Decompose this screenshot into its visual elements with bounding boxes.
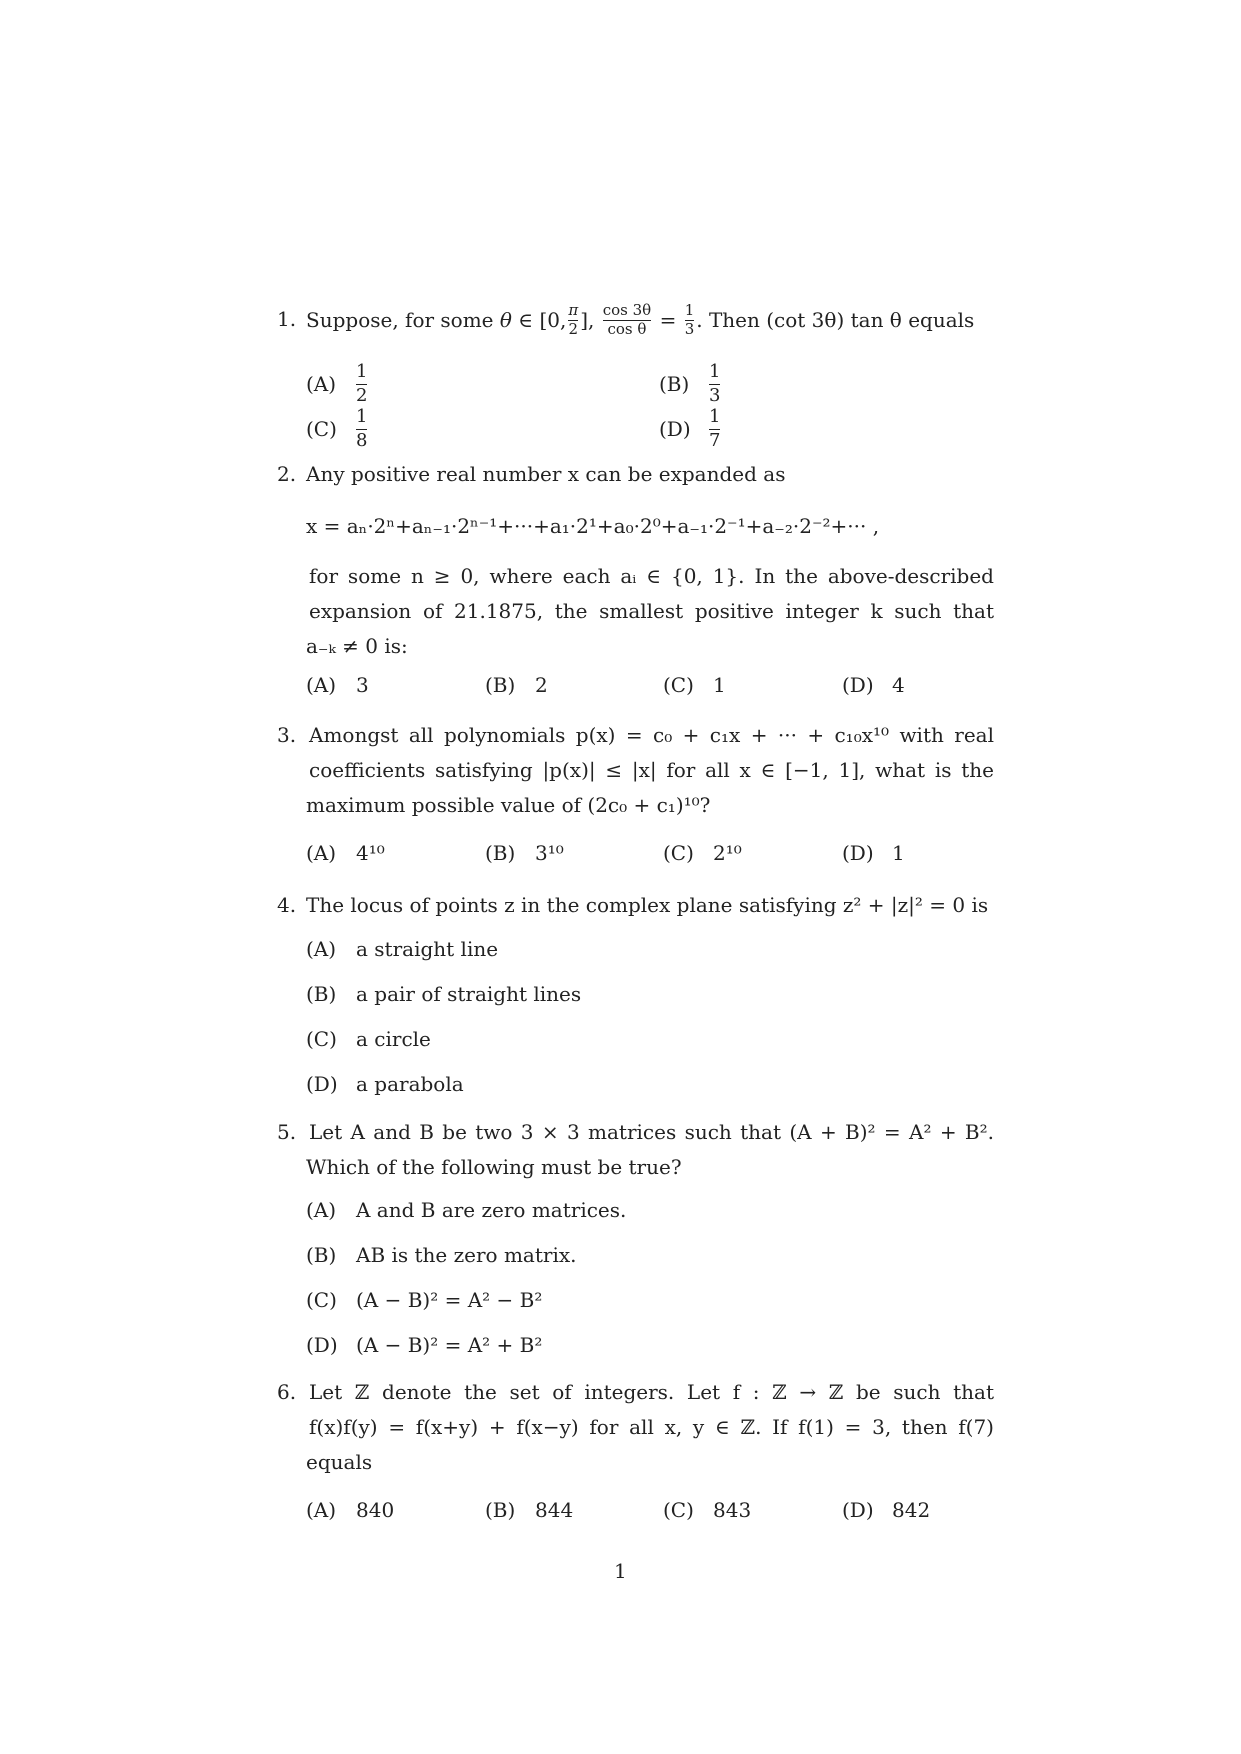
q4-option-a[interactable] [306, 939, 498, 959]
option-value: A and B are zero matrices. [356, 1198, 627, 1222]
q6-line3: equals [306, 1450, 373, 1474]
q4-line1: The locus of points z in the complex plane satisfying z² + |z|² = 0 is [306, 893, 989, 917]
frac-den: 7 [709, 429, 721, 451]
option-value: a circle [356, 1027, 431, 1051]
option-label: (C) [306, 1288, 337, 1312]
q1-three: 3 [684, 319, 695, 338]
frac-den: 8 [356, 429, 368, 451]
q1-text-a: Suppose, for some [306, 308, 494, 332]
option-label: (B) [306, 982, 337, 1006]
q1-two: 2 [568, 319, 579, 338]
frac-num: 1 [356, 406, 368, 427]
q3-line1: Amongst all polynomials p(x) = c₀ + c₁x + ··· + c₁₀x¹⁰ with real [309, 723, 994, 747]
q6-line1: Let ℤ denote the set of integers. Let f : ℤ → ℤ be such that [309, 1380, 994, 1404]
q5-option-d[interactable] [306, 1335, 542, 1355]
q1-option-b[interactable] [659, 363, 720, 406]
q6-line2: f(x)f(y) = f(x+y) + f(x−y) for all x, y ∈ ℤ. If f(1) = 3, then f(7) [309, 1415, 994, 1439]
q1-in: ∈ [0, [518, 308, 567, 332]
option-label: (D) [842, 1498, 874, 1522]
q3-option-a[interactable] [306, 843, 385, 863]
q2-formula: x = aₙ·2ⁿ+aₙ₋₁·2ⁿ⁻¹+···+a₁·2¹+a₀·2⁰+a₋₁·2⁻¹+a₋₂·2⁻²+··· , [306, 516, 880, 536]
q5-option-a[interactable] [306, 1200, 626, 1220]
frac-num: 1 [709, 361, 721, 382]
option-fraction [356, 408, 367, 451]
q1-theta: θ [499, 308, 512, 332]
option-value: 2 [535, 673, 548, 697]
q1-option-d[interactable] [659, 408, 720, 451]
q1-cos: cos θ [607, 319, 647, 338]
option-label: (B) [485, 673, 516, 697]
option-value: 842 [892, 1498, 931, 1522]
q6-option-b[interactable] [485, 1500, 573, 1520]
q2-line3: expansion of 21.1875, the smallest positive integer k such that [309, 599, 994, 623]
option-label: (D) [306, 1072, 338, 1096]
option-label: (D) [659, 417, 691, 442]
q2-option-d[interactable] [842, 675, 905, 695]
q2-line1: Any positive real number x can be expanded as [306, 462, 786, 486]
q1-number: 1. [277, 307, 297, 331]
q4-option-c[interactable] [306, 1029, 431, 1049]
q1-text-b: . Then (cot 3θ) tan θ equals [696, 308, 975, 332]
q1-stem [306, 300, 974, 340]
option-label: (A) [306, 937, 337, 961]
q5-line1: Let A and B be two 3 × 3 matrices such that (A + B)² = A² + B². [309, 1120, 994, 1144]
q1-option-a[interactable] [306, 363, 367, 406]
option-label: (B) [659, 372, 690, 397]
option-label: (B) [485, 841, 516, 865]
option-label: (C) [663, 841, 694, 865]
q4-option-b[interactable] [306, 984, 581, 1004]
option-fraction [709, 363, 720, 406]
option-label: (A) [306, 1498, 337, 1522]
option-label: (C) [306, 417, 337, 442]
q6-option-d[interactable] [842, 1500, 930, 1520]
q2-line4: a₋ₖ ≠ 0 is: [306, 634, 408, 658]
q5-line2: Which of the following must be true? [306, 1155, 682, 1179]
q3-line2: coefficients satisfying |p(x)| ≤ |x| for all x ∈ [−1, 1], what is the [309, 758, 994, 782]
option-fraction [356, 363, 367, 406]
page-number: 1 [614, 1559, 627, 1583]
q6-number: 6. [277, 1380, 297, 1404]
q1-cos-ratio [602, 300, 652, 338]
option-label: (A) [306, 1198, 337, 1222]
q4-option-d[interactable] [306, 1074, 464, 1094]
q5-option-c[interactable] [306, 1290, 542, 1310]
q1-cos3: cos 3θ [602, 300, 652, 319]
option-label: (C) [663, 1498, 694, 1522]
option-value: a parabola [356, 1072, 464, 1096]
q1-option-c[interactable] [306, 408, 367, 451]
option-value: 2¹⁰ [713, 841, 742, 865]
q2-line2: for some n ≥ 0, where each aᵢ ∈ {0, 1}. In the above-described [309, 564, 994, 588]
option-value: 4¹⁰ [356, 841, 385, 865]
option-value: 843 [713, 1498, 752, 1522]
option-value: 1 [892, 841, 905, 865]
option-label: (C) [306, 1027, 337, 1051]
frac-num: 1 [709, 406, 721, 427]
option-label: (A) [306, 673, 337, 697]
option-value: 840 [356, 1498, 395, 1522]
option-value: 1 [713, 673, 726, 697]
option-value: 3¹⁰ [535, 841, 564, 865]
option-label: (A) [306, 841, 337, 865]
option-fraction [709, 408, 720, 451]
option-value: a straight line [356, 937, 499, 961]
option-label: (D) [306, 1333, 338, 1357]
frac-den: 2 [356, 384, 368, 406]
q1-close: ], [580, 308, 595, 332]
option-value: 4 [892, 673, 905, 697]
q5-number: 5. [277, 1120, 297, 1144]
frac-den: 3 [709, 384, 721, 406]
option-value: (A − B)² = A² − B² [356, 1288, 543, 1312]
q4-number: 4. [277, 893, 297, 917]
q1-pi-over-2 [568, 300, 579, 338]
q2-number: 2. [277, 462, 297, 486]
q3-option-c[interactable] [663, 843, 742, 863]
q6-option-a[interactable] [306, 1500, 394, 1520]
q2-option-b[interactable] [485, 675, 548, 695]
q3-option-b[interactable] [485, 843, 564, 863]
option-label: (C) [663, 673, 694, 697]
frac-num: 1 [356, 361, 368, 382]
option-value: 3 [356, 673, 369, 697]
option-label: (D) [842, 841, 874, 865]
option-label: (B) [485, 1498, 516, 1522]
q3-line3: maximum possible value of (2c₀ + c₁)¹⁰? [306, 793, 711, 817]
q1-one: 1 [684, 300, 695, 319]
option-value: a pair of straight lines [356, 982, 582, 1006]
q6-option-c[interactable] [663, 1500, 751, 1520]
q1-eq: = [659, 308, 677, 332]
option-value: (A − B)² = A² + B² [356, 1333, 543, 1357]
q5-option-b[interactable] [306, 1245, 576, 1265]
option-label: (B) [306, 1243, 337, 1267]
option-value: 844 [535, 1498, 574, 1522]
q2-option-a[interactable] [306, 675, 369, 695]
q3-option-d[interactable] [842, 843, 905, 863]
option-value: AB is the zero matrix. [356, 1243, 577, 1267]
option-label: (A) [306, 372, 337, 397]
option-label: (D) [842, 673, 874, 697]
q1-pi: π [568, 300, 579, 319]
q3-number: 3. [277, 723, 297, 747]
q2-option-c[interactable] [663, 675, 726, 695]
q1-one-third [684, 300, 695, 338]
